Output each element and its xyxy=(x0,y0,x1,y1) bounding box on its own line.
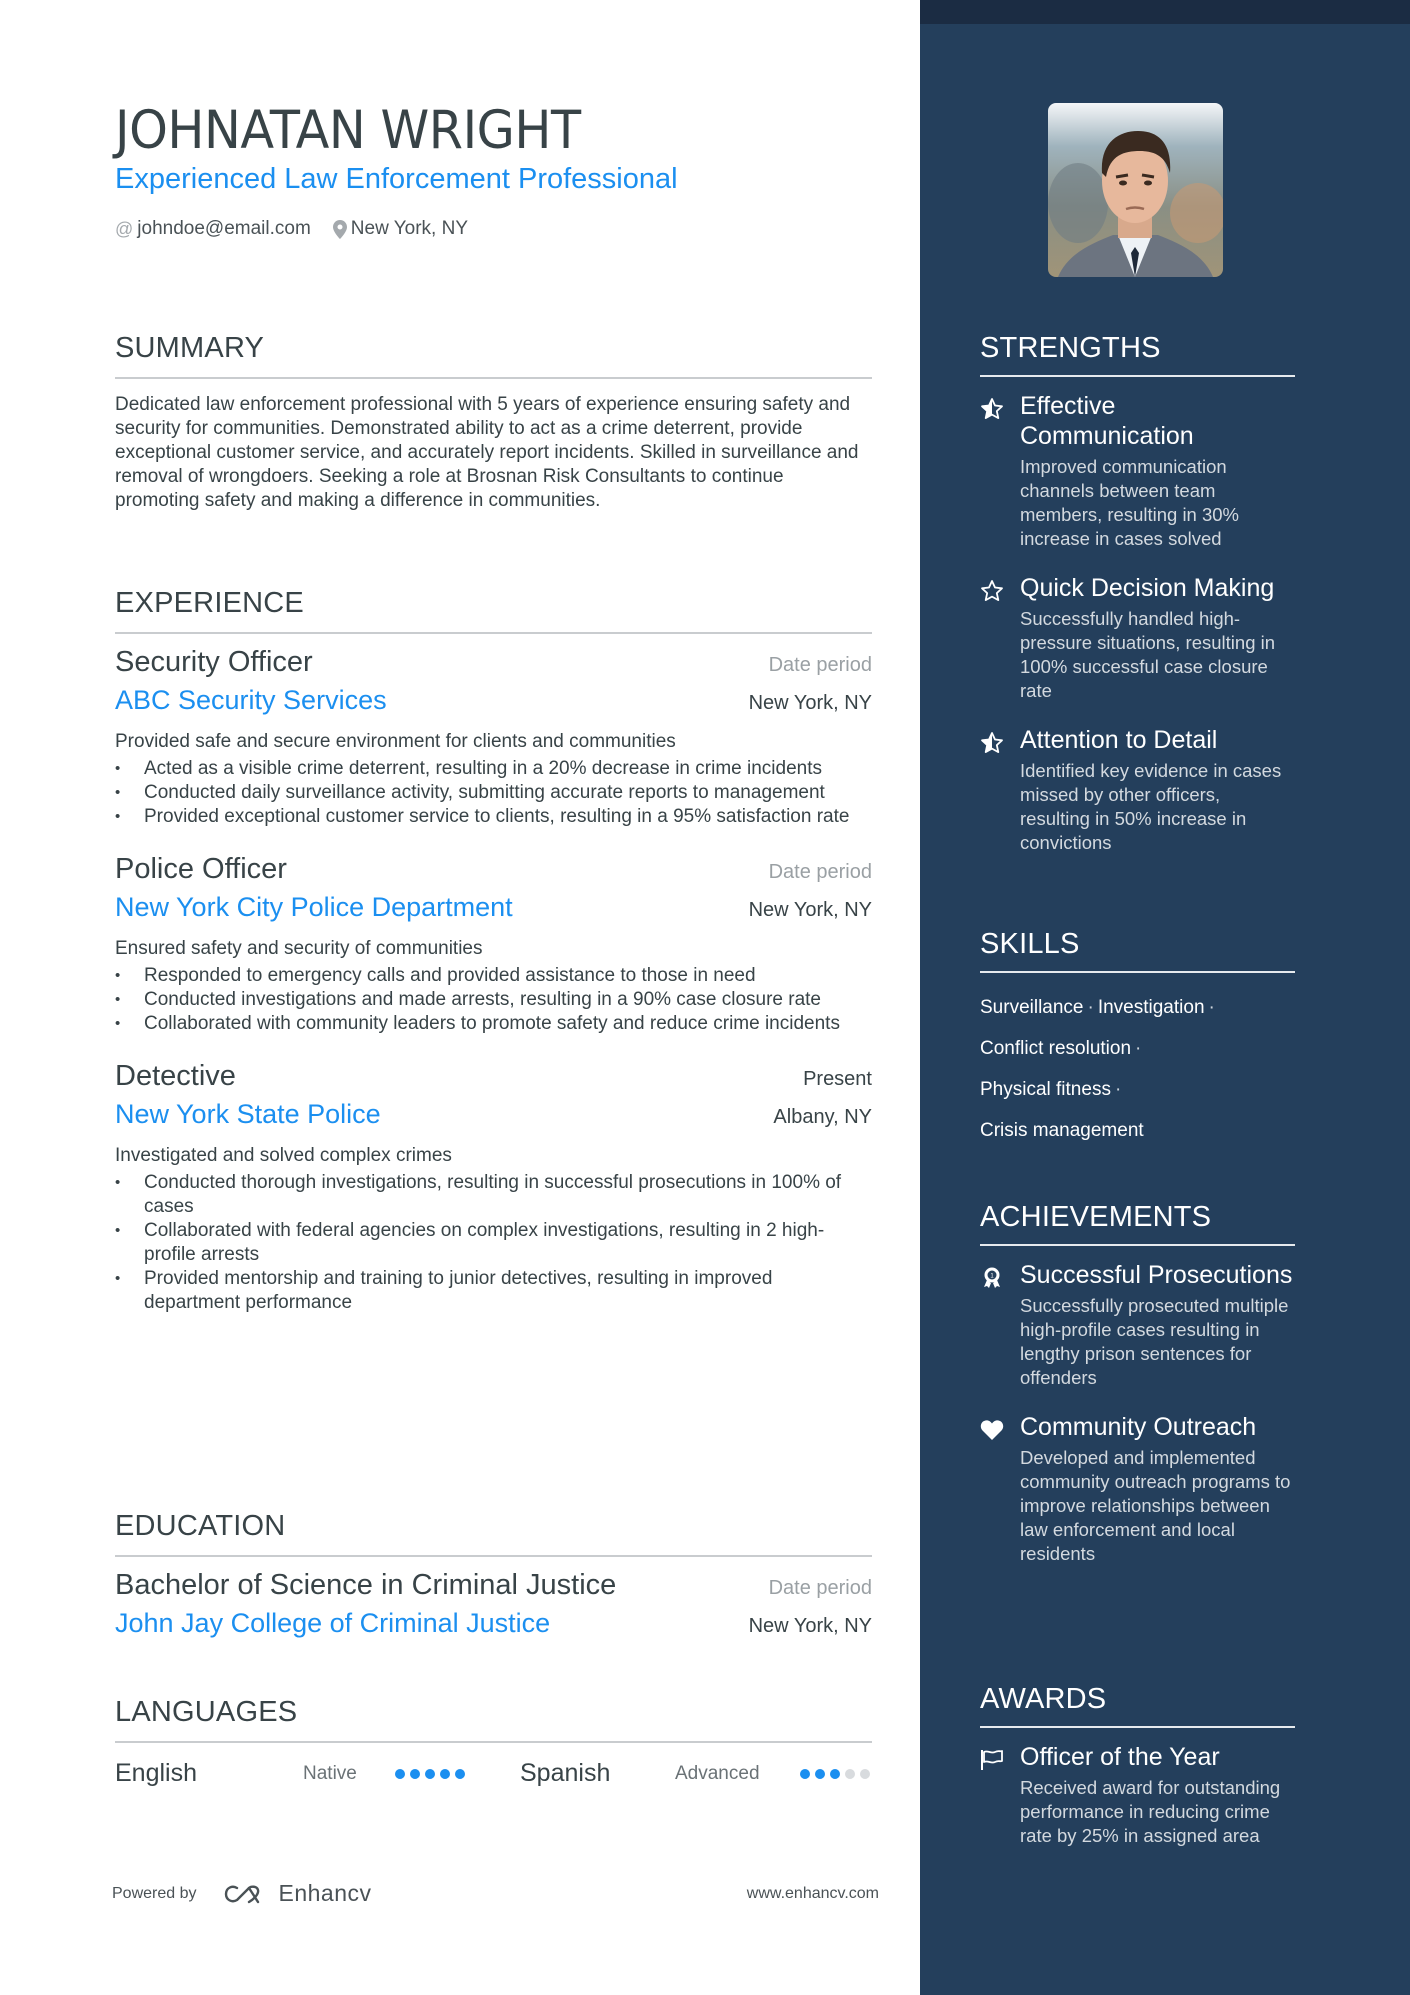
job-location: Albany, NY xyxy=(773,1106,872,1128)
job-role: Police Officer xyxy=(115,853,287,885)
languages-heading: LANGUAGES xyxy=(115,1696,872,1743)
job-bullet: • Provided mentorship and training to junior detectives, resulting in improved department performance xyxy=(115,1267,872,1315)
job-bullet: • Collaborated with federal agencies on complex investigations, resulting in 2 high-profile arrests xyxy=(115,1219,872,1267)
powered-by-label: Powered by xyxy=(112,1884,197,1902)
experience-entry xyxy=(115,646,872,829)
rating-dot-filled xyxy=(440,1769,450,1779)
rating-dot-empty xyxy=(860,1769,870,1779)
language-rating xyxy=(395,1769,465,1779)
job-bullet: • Conducted daily surveillance activity, submitting accurate reports to management xyxy=(115,781,872,805)
profile-photo xyxy=(1048,103,1223,277)
brand-name: Enhancv xyxy=(278,1880,372,1906)
job-location: New York, NY xyxy=(748,692,872,714)
location-text: New York, NY xyxy=(350,218,469,239)
education-entry xyxy=(115,1569,872,1639)
job-role: Detective xyxy=(115,1060,236,1092)
star-half-icon xyxy=(980,731,1004,755)
skill-tag: Surveillance xyxy=(980,997,1084,1018)
job-role: Security Officer xyxy=(115,646,313,678)
website-link[interactable]: www.enhancv.com xyxy=(746,1884,879,1902)
skills-row xyxy=(980,1028,1295,1069)
skill-separator: · xyxy=(1208,997,1215,1018)
rating-dot-filled xyxy=(410,1769,420,1779)
experience-entry xyxy=(115,1060,872,1315)
award-item xyxy=(980,1742,1295,1848)
skills-row xyxy=(980,987,1295,1028)
job-bullets xyxy=(115,964,872,1036)
skill-tag: Investigation xyxy=(1097,997,1205,1018)
award-ribbon-icon xyxy=(980,1266,1004,1290)
job-company: New York State Police xyxy=(115,1099,381,1129)
strength-item xyxy=(980,391,1295,551)
achievement-desc: Successfully prosecuted multiple high-profile cases resulting in lengthy prison sentences for offenders xyxy=(1020,1295,1289,1388)
strength-desc: Improved communication channels between team members, resulting in 30% increase in cases solved xyxy=(1020,456,1240,549)
skill-separator: · xyxy=(1114,1079,1122,1100)
languages-section xyxy=(115,1696,872,1788)
achievements-heading: ACHIEVEMENTS xyxy=(980,1201,1295,1246)
school-name: John Jay College of Criminal Justice xyxy=(115,1608,551,1638)
strength-title: Quick Decision Making xyxy=(1020,574,1275,602)
job-summary: Investigated and solved complex crimes xyxy=(115,1145,452,1166)
job-summary: Ensured safety and security of communities xyxy=(115,938,483,959)
skills-row xyxy=(980,1069,1295,1110)
job-location: New York, NY xyxy=(748,899,872,921)
experience-heading: EXPERIENCE xyxy=(115,587,872,634)
language-name: English xyxy=(115,1759,197,1787)
education-date: Date period xyxy=(768,1577,872,1599)
job-date: Date period xyxy=(768,861,872,883)
rating-dot-empty xyxy=(845,1769,855,1779)
rating-dot-filled xyxy=(455,1769,465,1779)
job-bullets xyxy=(115,757,872,829)
education-heading: EDUCATION xyxy=(115,1510,872,1557)
location-pin-icon xyxy=(333,220,347,239)
contact-location xyxy=(333,218,468,240)
at-icon: @ xyxy=(115,218,134,239)
language-name: Spanish xyxy=(520,1759,611,1787)
achievement-item xyxy=(980,1412,1295,1566)
experience-section xyxy=(115,587,872,1315)
job-bullet: • Collaborated with community leaders to promote safety and reduce crime incidents xyxy=(115,1012,872,1036)
skill-tag: Physical fitness xyxy=(980,1079,1111,1100)
language-level: Advanced xyxy=(675,1762,760,1784)
language-rating xyxy=(800,1769,870,1779)
skills-section xyxy=(980,928,1295,1151)
awards-section xyxy=(980,1683,1295,1848)
sidebar xyxy=(920,0,1410,1995)
job-bullet: • Acted as a visible crime deterrent, resulting in a 20% decrease in crime incidents xyxy=(115,757,872,781)
strength-title: Attention to Detail xyxy=(1020,726,1218,754)
candidate-title: Experienced Law Enforcement Professional xyxy=(115,163,678,195)
sidebar-top-strip xyxy=(920,0,1410,24)
strength-item xyxy=(980,725,1295,855)
summary-text: Dedicated law enforcement professional with 5 years of experience ensuring safety and security for communities. Demonstrated ability to act as a crime deterrent, provide exceptional customer service, and accurately report incidents. Skilled in surveillance and removal of wrongdoers. Seeking a role at Brosnan Risk Consultants to continue promoting safety and making a difference in communities. xyxy=(115,394,859,511)
award-title: Officer of the Year xyxy=(1020,1743,1220,1771)
email-text: johndoe@email.com xyxy=(137,218,311,239)
job-date: Present xyxy=(803,1068,872,1090)
strength-desc: Identified key evidence in cases missed by other officers, resulting in 50% increase in convictions xyxy=(1020,760,1282,853)
job-date: Date period xyxy=(768,654,872,676)
job-bullet: • Provided exceptional customer service to clients, resulting in a 95% satisfaction rate xyxy=(115,805,872,829)
strength-desc: Successfully handled high-pressure situations, resulting in 100% successful case closure rate xyxy=(1020,608,1276,701)
strength-item xyxy=(980,573,1295,703)
job-bullet: • Conducted investigations and made arrests, resulting in a 90% case closure rate xyxy=(115,988,872,1012)
job-company: New York City Police Department xyxy=(115,892,513,922)
language-item xyxy=(115,1759,520,1788)
summary-heading: SUMMARY xyxy=(115,332,872,379)
achievement-title: Successful Prosecutions xyxy=(1020,1261,1293,1289)
enhancv-logo-icon xyxy=(223,1882,269,1906)
skill-separator: · xyxy=(1087,997,1094,1018)
languages-list xyxy=(115,1759,872,1788)
job-summary: Provided safe and secure environment for clients and communities xyxy=(115,731,676,752)
award-desc: Received award for outstanding performance in reducing crime rate by 25% in assigned area xyxy=(1020,1777,1281,1846)
skill-tag: Conflict resolution xyxy=(980,1038,1132,1059)
skill-separator: · xyxy=(1135,1038,1142,1059)
rating-dot-filled xyxy=(425,1769,435,1779)
footer xyxy=(112,1880,879,1907)
flag-icon xyxy=(980,1748,1004,1772)
skills-heading: SKILLS xyxy=(980,928,1295,973)
job-bullet: • Conducted thorough investigations, resulting in successful prosecutions in 100% of cases xyxy=(115,1171,872,1219)
skill-tag: Crisis management xyxy=(980,1120,1144,1141)
svg-text:1: 1 xyxy=(990,1273,994,1280)
job-company: ABC Security Services xyxy=(115,685,387,715)
rating-dot-filled xyxy=(815,1769,825,1779)
language-level: Native xyxy=(303,1762,357,1784)
powered-by xyxy=(112,1880,372,1907)
contact-info xyxy=(115,218,490,240)
achievement-desc: Developed and implemented community outreach programs to improve relationships between law enforcement and local residents xyxy=(1020,1447,1291,1564)
strengths-section xyxy=(980,332,1295,855)
awards-heading: AWARDS xyxy=(980,1683,1295,1728)
school-location: New York, NY xyxy=(748,1615,872,1637)
rating-dot-filled xyxy=(830,1769,840,1779)
candidate-name: JOHNATAN WRIGHT xyxy=(115,100,581,161)
summary-section xyxy=(115,332,872,513)
rating-dot-filled xyxy=(800,1769,810,1779)
skills-row xyxy=(980,1110,1295,1151)
experience-entry xyxy=(115,853,872,1036)
job-bullets xyxy=(115,1171,872,1315)
strength-title: Effective Communication xyxy=(1020,392,1194,450)
achievement-title: Community Outreach xyxy=(1020,1413,1257,1441)
skills-list xyxy=(980,987,1295,1151)
rating-dot-filled xyxy=(395,1769,405,1779)
language-item xyxy=(520,1759,870,1788)
degree: Bachelor of Science in Criminal Justice xyxy=(115,1569,617,1601)
star-outline-icon xyxy=(980,579,1004,603)
achievements-section xyxy=(980,1201,1295,1566)
contact-email[interactable] xyxy=(115,218,311,240)
star-half-icon xyxy=(980,397,1004,421)
strengths-heading: STRENGTHS xyxy=(980,332,1295,377)
job-bullet: • Responded to emergency calls and provided assistance to those in need xyxy=(115,964,872,988)
education-section xyxy=(115,1510,872,1639)
brand-logo[interactable] xyxy=(223,1880,372,1907)
heart-icon xyxy=(980,1418,1004,1442)
achievement-item xyxy=(980,1260,1295,1390)
